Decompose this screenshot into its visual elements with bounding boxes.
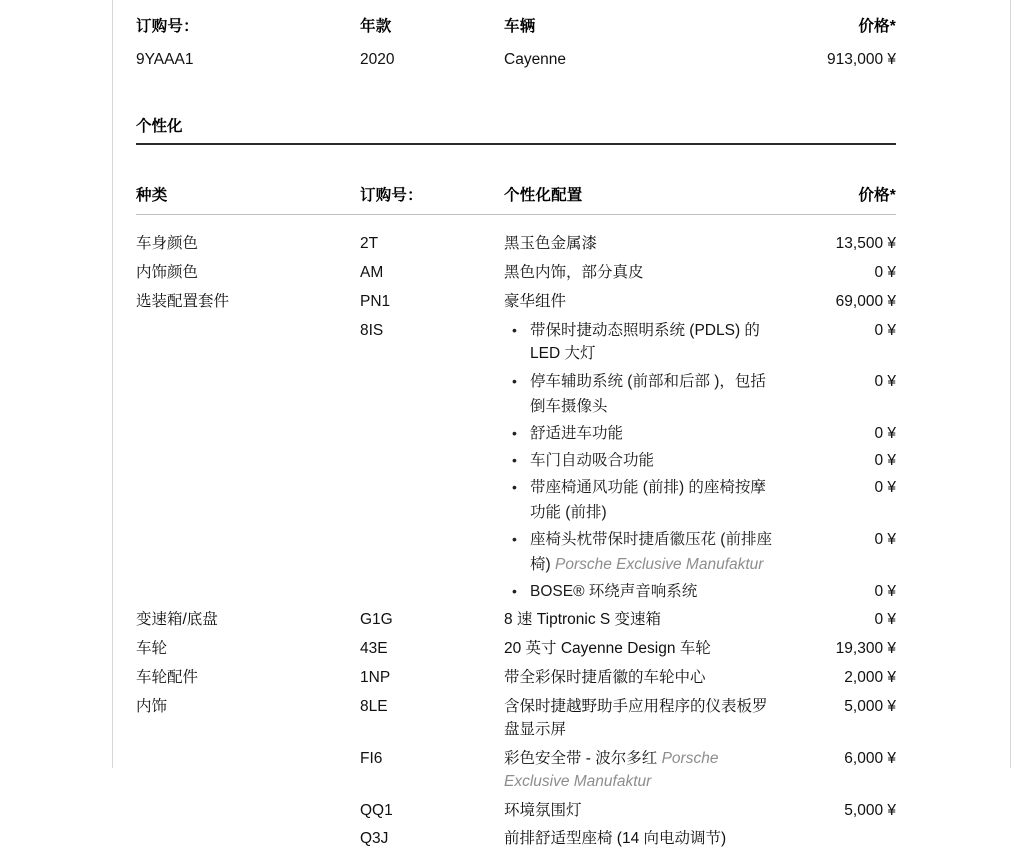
row-category-empty — [136, 578, 360, 605]
row-category: 车轮 — [136, 640, 168, 657]
row-category: 选装配置套件 — [136, 293, 230, 310]
row-price: 0 ¥ — [874, 322, 896, 339]
row-category: 车身颜色 — [136, 235, 199, 252]
table-row — [136, 692, 896, 744]
row-code: Q3J — [360, 830, 389, 847]
row-description: 黑玉色金属漆 — [504, 235, 598, 252]
row-description: 含保时捷越野助手应用程序的仪表板罗盘显示屏 — [504, 698, 768, 738]
summary-order-no: 9YAAA1 — [136, 51, 194, 68]
row-description — [504, 474, 780, 526]
table-row — [136, 229, 896, 258]
row-category-empty — [136, 420, 360, 447]
row-category-empty — [136, 526, 360, 578]
header-model-year-label: 年款 — [360, 18, 392, 35]
table-row — [136, 796, 896, 825]
row-code: AM — [360, 264, 384, 281]
row-code-empty — [360, 368, 504, 420]
row-code: G1G — [360, 611, 393, 628]
row-category: 内饰颜色 — [136, 264, 199, 281]
col-order-no-label: 订购号： — [360, 169, 504, 215]
row-category-empty — [136, 474, 360, 526]
row-description-note: Porsche Exclusive Manufaktur — [504, 750, 719, 790]
row-code: 8IS — [360, 322, 384, 339]
row-code-empty — [360, 578, 504, 605]
summary-spacer — [136, 74, 896, 88]
table-row — [136, 634, 896, 663]
package-bullet-text: 座椅头枕带保时捷盾徽压花 (前排座椅) — [530, 531, 772, 573]
row-category: 内饰 — [136, 698, 168, 715]
row-code-empty — [360, 474, 504, 526]
package-bullet: • 车门自动吸合功能 — [504, 448, 780, 473]
table-row — [136, 316, 896, 368]
summary-value-row — [136, 45, 896, 74]
row-price: 0 ¥ — [874, 531, 896, 548]
row-description: 豪华组件 — [504, 293, 567, 310]
table-row — [136, 420, 896, 447]
summary-price: 913,000 ¥ — [827, 51, 896, 68]
row-category: 车轮配件 — [136, 669, 199, 686]
row-description: 带全彩保时捷盾徽的车轮中心 — [504, 669, 706, 686]
row-description — [504, 578, 780, 605]
row-price: 2,000 ¥ — [844, 669, 896, 686]
row-category — [136, 744, 360, 796]
row-code-empty — [360, 447, 504, 474]
row-price: 5,000 ¥ — [844, 802, 896, 819]
row-price: 0 ¥ — [874, 479, 896, 496]
table-row — [136, 258, 896, 287]
row-description — [504, 526, 780, 578]
row-description — [504, 368, 780, 420]
row-price: 0 ¥ — [874, 425, 896, 442]
row-code: 43E — [360, 640, 388, 657]
right-margin-rule — [1010, 0, 1011, 768]
section-spacer — [136, 144, 896, 169]
row-price: 0 ¥ — [874, 373, 896, 390]
table-row — [136, 368, 896, 420]
row-description — [504, 744, 780, 796]
row-description — [504, 447, 780, 474]
table-row — [136, 287, 896, 316]
row-price: 19,300 ¥ — [835, 640, 896, 657]
table-row — [136, 663, 896, 692]
summary-model-year: 2020 — [360, 51, 395, 68]
table-row — [136, 526, 896, 578]
row-price — [780, 825, 896, 853]
table-row — [136, 474, 896, 526]
row-category — [136, 316, 360, 368]
package-bullet: • 带保时捷动态照明系统 (PDLS) 的 LED 大灯 — [504, 319, 780, 365]
header-vehicle-label: 车辆 — [504, 18, 536, 35]
summary-vehicle: Cayenne — [504, 51, 567, 68]
table-row — [136, 447, 896, 474]
row-price: 69,000 ¥ — [835, 293, 896, 310]
row-description-text: 彩色安全带 - 波尔多红 — [504, 750, 658, 767]
table-row — [136, 744, 896, 796]
summary-header-row — [136, 0, 896, 45]
package-bullet — [504, 527, 780, 577]
section-title-row — [136, 88, 896, 144]
document-content — [136, 0, 896, 853]
col-price-label: 价格* — [780, 169, 896, 215]
row-price: 0 ¥ — [874, 264, 896, 281]
row-code: 1NP — [360, 669, 391, 686]
package-bullet: • 停车辅助系统 (前部和后部 )，包括倒车摄像头 — [504, 369, 780, 419]
row-description: 20 英寸 Cayenne Design 车轮 — [504, 640, 711, 657]
row-price: 0 ¥ — [874, 583, 896, 600]
section-title: 个性化 — [136, 88, 896, 144]
row-category-empty — [136, 368, 360, 420]
package-bullet-note: Porsche Exclusive Manufaktur — [554, 556, 764, 573]
row-code: 2T — [360, 235, 379, 252]
row-category — [136, 796, 360, 825]
row-description: 前排舒适型座椅 (14 向电动调节) — [504, 830, 727, 847]
row-category-empty — [136, 447, 360, 474]
row-description: 黑色内饰，部分真皮 — [504, 264, 644, 281]
header-order-no-label: 订购号： — [136, 18, 199, 35]
row-price: 0 ¥ — [874, 452, 896, 469]
row-description — [504, 316, 780, 368]
row-price: 5,000 ¥ — [844, 698, 896, 715]
row-code: 8LE — [360, 698, 388, 715]
package-bullet: • 带座椅通风功能 (前排) 的座椅按摩功能 (前排) — [504, 475, 780, 525]
table-row — [136, 825, 896, 853]
table-row — [136, 605, 896, 634]
col-config-label: 个性化配置 — [504, 169, 780, 215]
header-price-label: 价格* — [858, 18, 896, 35]
row-category — [136, 825, 360, 853]
row-description: 环境氛围灯 — [504, 802, 582, 819]
row-category: 变速箱/底盘 — [136, 611, 218, 628]
row-price: 0 ¥ — [874, 611, 896, 628]
left-margin-rule — [112, 0, 113, 768]
table-row — [136, 578, 896, 605]
configuration-table — [136, 0, 896, 853]
row-price: 13,500 ¥ — [835, 235, 896, 252]
section-header-row — [136, 169, 896, 215]
row-code: QQ1 — [360, 802, 393, 819]
row-price: 6,000 ¥ — [844, 750, 896, 767]
col-category-label: 种类 — [136, 169, 360, 215]
row-description — [504, 420, 780, 447]
row-code-empty — [360, 420, 504, 447]
row-description: 8 速 Tiptronic S 变速箱 — [504, 611, 662, 628]
package-bullet: • BOSE® 环绕声音响系统 — [504, 579, 780, 604]
row-code-empty — [360, 526, 504, 578]
package-bullet: • 舒适进车功能 — [504, 421, 780, 446]
row-code: PN1 — [360, 293, 391, 310]
row-code: FI6 — [360, 750, 383, 767]
table-head-spacer — [136, 215, 896, 230]
